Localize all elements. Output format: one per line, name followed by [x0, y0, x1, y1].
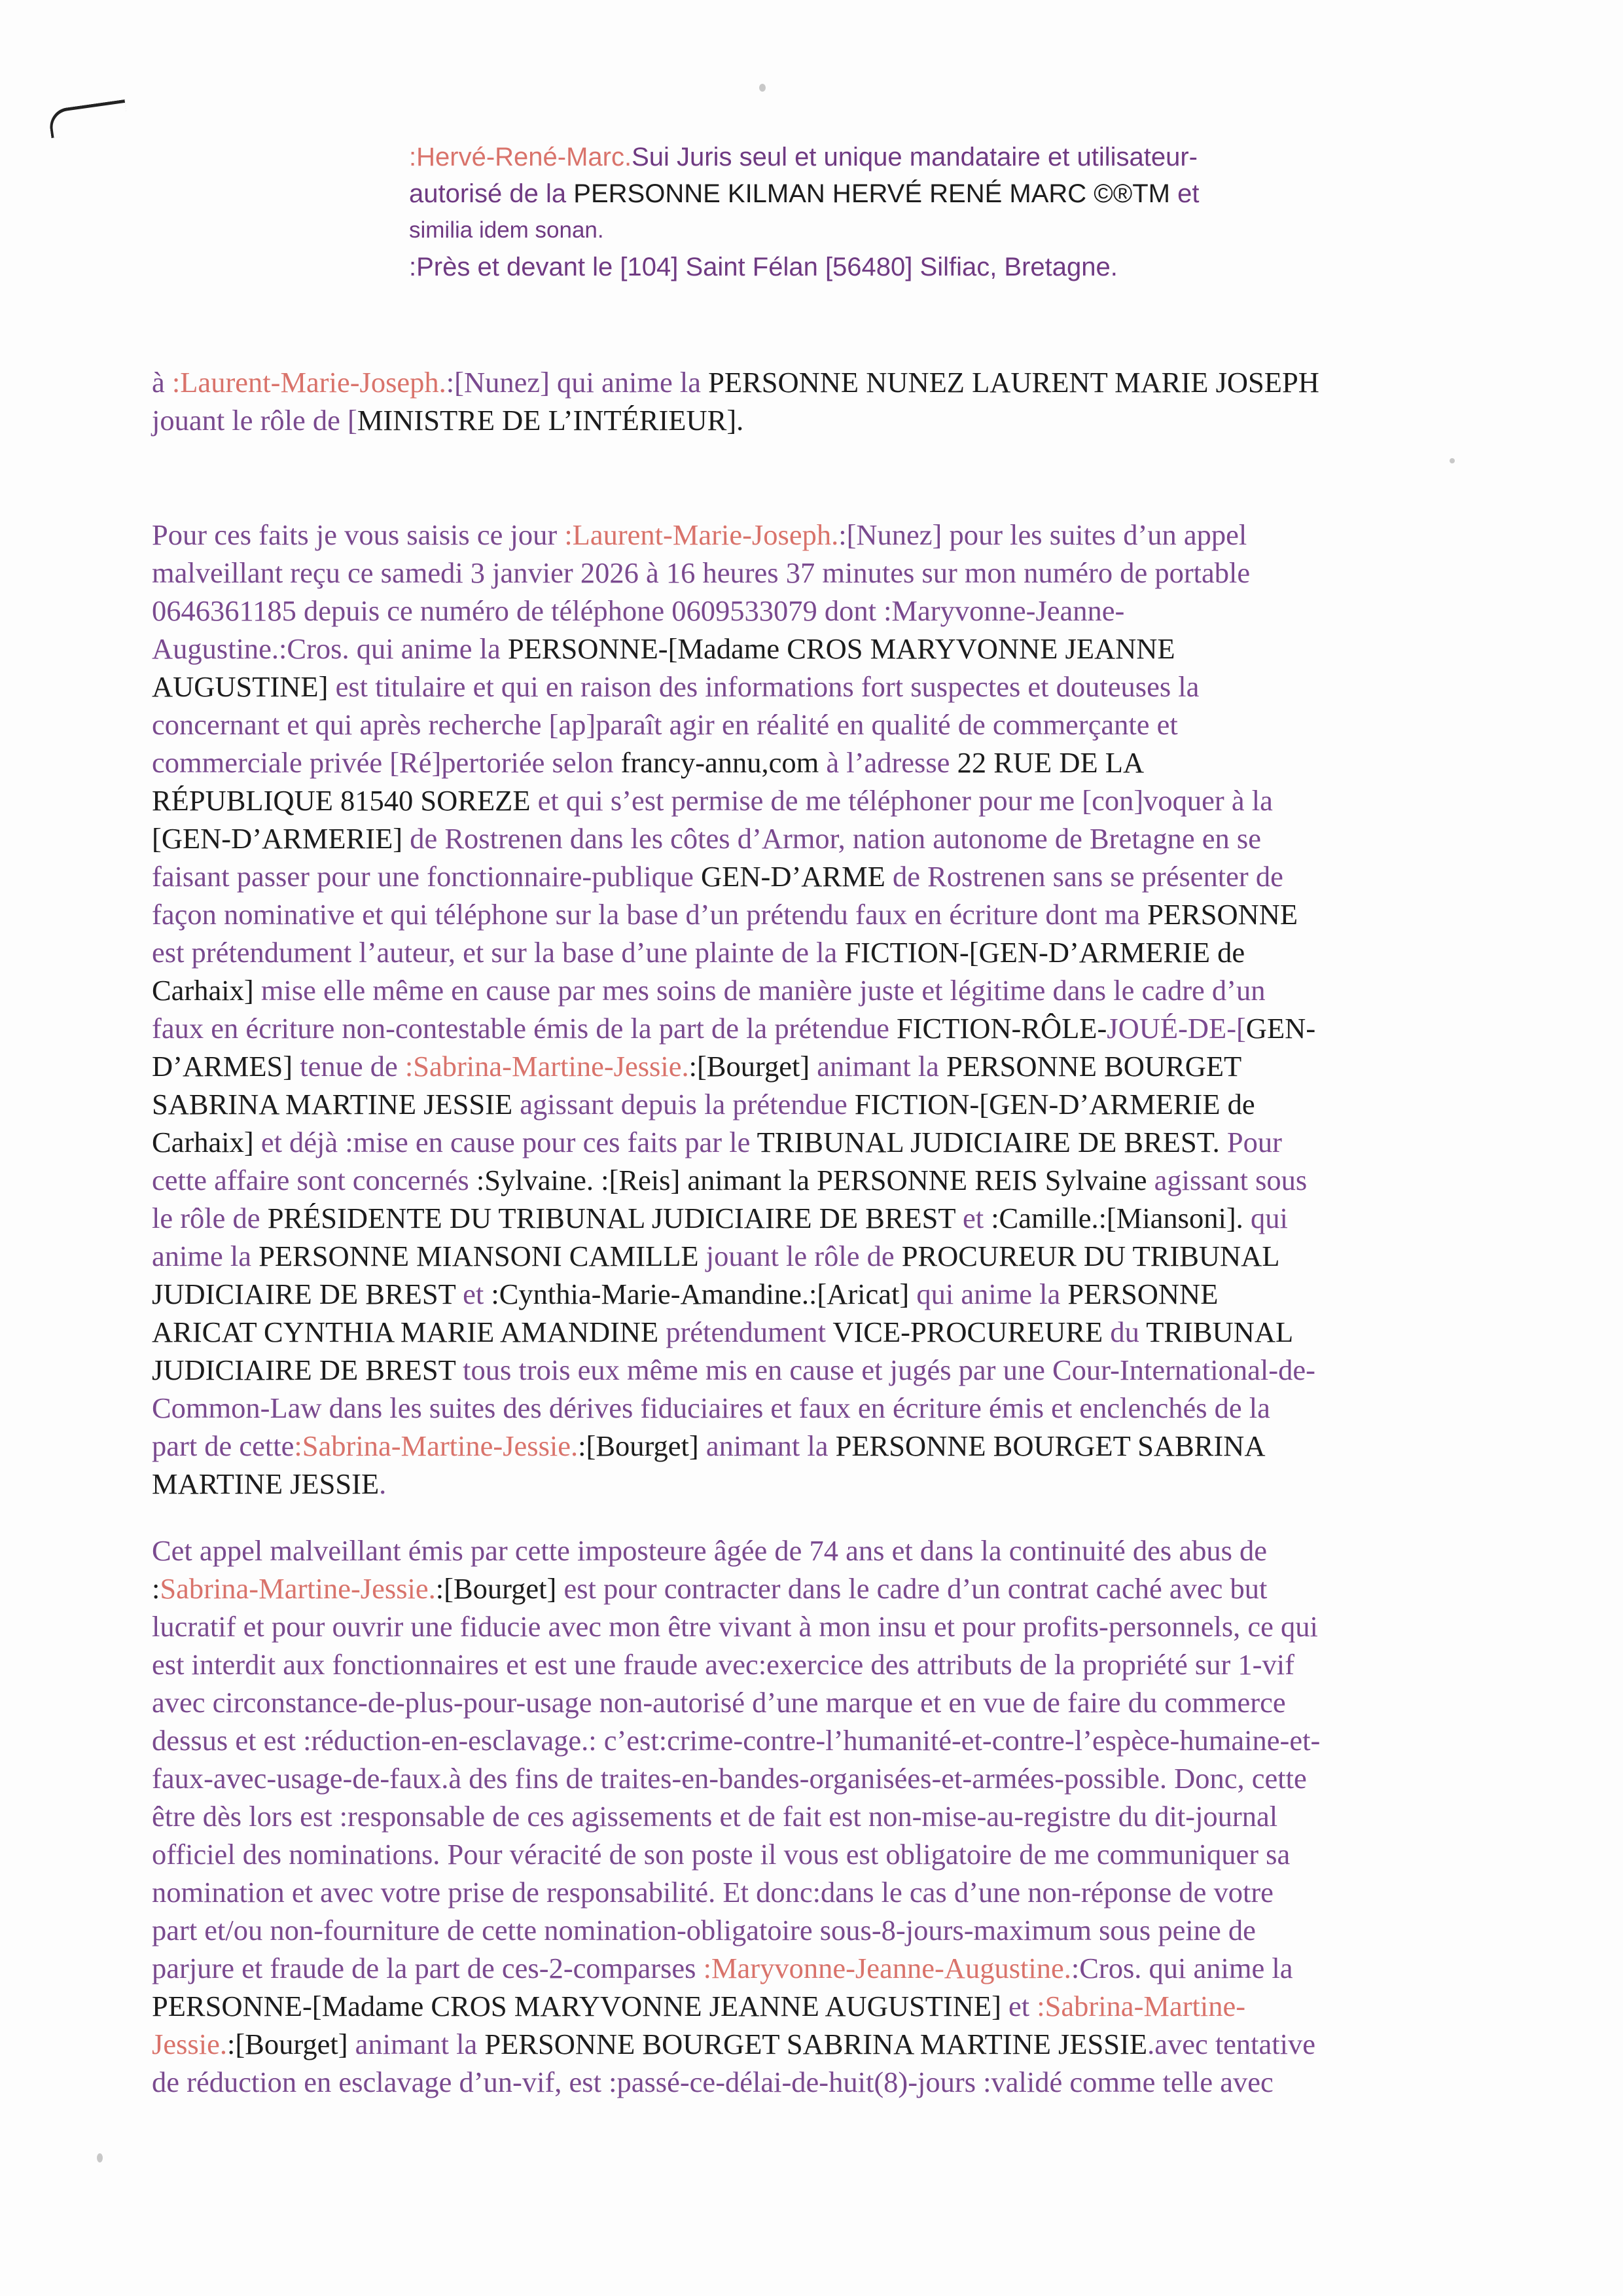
text-line: cette affaire sont concernés :Sylvaine. :[Reis] animant la PERSONNE REIS Sylvaine agissant sous	[152, 1164, 1308, 1196]
scan-dust-speck	[1450, 458, 1455, 463]
scan-dust-speck	[759, 84, 766, 92]
sender-header	[409, 139, 1430, 285]
text-line: JUDICIAIRE DE BREST et :Cynthia-Marie-Amandine.:[Aricat] qui anime la PERSONNE	[152, 1278, 1219, 1310]
text-line: Carhaix] et déjà :mise en cause pour ces faits par le TRIBUNAL JUDICIAIRE DE BREST. Pour	[152, 1126, 1282, 1158]
text-line: Cet appel malveillant émis par cette imposteure âgée de 74 ans et dans la continuité des abus de	[152, 1534, 1268, 1567]
sender-address: :Près et devant le [104] Saint Félan [56480] Silfiac, Bretagne.	[409, 253, 1118, 281]
text-line: façon nominative et qui téléphone sur la base d’un prétendu faux en écriture dont ma PERSONNE	[152, 898, 1298, 931]
text-line: faux en écriture non-contestable émis de la part de la prétendue FICTION-RÔLE-JOUÉ-DE-[GEN-	[152, 1012, 1316, 1045]
text-line: D’ARMES] tenue de :Sabrina-Martine-Jessie.:[Bourget] animant la PERSONNE BOURGET	[152, 1050, 1242, 1083]
text-line: faux-avec-usage-de-faux.à des fins de traites-en-bandes-organisées-et-armées-possible. Donc, cette	[152, 1762, 1307, 1795]
sender-line-1: :Hervé-René-Marc.Sui Juris seul et unique mandataire et utilisateur-	[409, 143, 1198, 171]
text-line: Augustine.:Cros. qui anime la PERSONNE-[Madame CROS MARYVONNE JEANNE	[152, 632, 1175, 665]
text-line: Jessie.:[Bourget] animant la PERSONNE BOURGET SABRINA MARTINE JESSIE.avec tentative	[152, 2028, 1316, 2060]
text-line: Carhaix] mise elle même en cause par mes soins de manière juste et légitime dans le cadre d’un	[152, 974, 1266, 1007]
text-line: ARICAT CYNTHIA MARIE AMANDINE prétendument VICE-PROCUREURE du TRIBUNAL	[152, 1316, 1294, 1348]
text-line: est interdit aux fonctionnaires et est une fraude avec:exercice des attributs de la propriété sur 1-vif	[152, 1648, 1294, 1681]
text-line: Pour ces faits je vous saisis ce jour :Laurent-Marie-Joseph.:[Nunez] pour les suites d’un appel	[152, 518, 1247, 551]
text-line: part de cette:Sabrina-Martine-Jessie.:[Bourget] animant la PERSONNE BOURGET SABRINA	[152, 1429, 1266, 1462]
text-line: est prétendument l’auteur, et sur la base d’une plainte de la FICTION-[GEN-D’ARMERIE de	[152, 936, 1245, 969]
text-line: faisant passer pour une fonctionnaire-publique GEN-D’ARME de Rostrenen sans se présenter de	[152, 860, 1283, 893]
text-line: Common-Law dans les suites des dérives fiduciaires et faux en écriture émis et enclenchés de la	[152, 1391, 1270, 1424]
paragraph-demand	[152, 1532, 1461, 2101]
text-line: JUDICIAIRE DE BREST tous trois eux même mis en cause et jugés par une Cour-International-de-	[152, 1354, 1315, 1386]
addressee-line-2: jouant le rôle de [MINISTRE DE L’INTÉRIEUR].	[152, 404, 744, 437]
text-line: RÉPUBLIQUE 81540 SOREZE et qui s’est permise de me téléphoner pour me [con]voquer à la	[152, 784, 1273, 817]
text-line: SABRINA MARTINE JESSIE agissant depuis la prétendue FICTION-[GEN-D’ARMERIE de	[152, 1088, 1255, 1121]
text-line: anime la PERSONNE MIANSONI CAMILLE jouant le rôle de PROCUREUR DU TRIBUNAL	[152, 1240, 1280, 1272]
scan-dust-speck	[97, 2153, 103, 2162]
text-line: officiel des nominations. Pour véracité de son poste il vous est obligatoire de me communiquer sa	[152, 1838, 1291, 1871]
paragraph-complaint	[152, 516, 1461, 1503]
text-line: :Sabrina-Martine-Jessie.:[Bourget] est pour contracter dans le cadre d’un contrat caché avec but	[152, 1572, 1268, 1605]
text-line: être dès lors est :responsable de ces agissements et de fait est non-mise-au-registre du dit-journal	[152, 1800, 1278, 1833]
addressee-line-1: à :Laurent-Marie-Joseph.:[Nunez] qui anime la PERSONNE NUNEZ LAURENT MARIE JOSEPH	[152, 366, 1319, 399]
text-line: 0646361185 depuis ce numéro de téléphone 0609533079 dont :Maryvonne-Jeanne-	[152, 594, 1125, 627]
text-line: AUGUSTINE] est titulaire et qui en raison des informations fort suspectes et douteuses la	[152, 670, 1200, 703]
text-line: parjure et fraude de la part de ces-2-comparses :Maryvonne-Jeanne-Augustine.:Cros. qui anime la	[152, 1952, 1293, 1984]
text-line: concernant et qui après recherche [ap]paraît agir en réalité en qualité de commerçante et	[152, 708, 1178, 741]
text-line: commerciale privée [Ré]pertoriée selon francy-annu,com à l’adresse 22 RUE DE LA	[152, 746, 1145, 779]
text-line: le rôle de PRÉSIDENTE DU TRIBUNAL JUDICIAIRE DE BREST et :Camille.:[Miansoni]. qui	[152, 1202, 1288, 1234]
text-line: nomination et avec votre prise de responsabilité. Et donc:dans le cas d’une non-réponse de votre	[152, 1876, 1274, 1909]
text-line: part et/ou non-fourniture de cette nomination-obligatoire sous-8-jours-maximum sous peine de	[152, 1914, 1256, 1946]
scan-pen-mark	[48, 99, 129, 138]
text-line: PERSONNE-[Madame CROS MARYVONNE JEANNE AUGUSTINE] et :Sabrina-Martine-	[152, 1990, 1246, 2022]
text-line: lucratif et pour ouvrir une fiducie avec mon être vivant à mon insu et pour profits-personnels, ce qui	[152, 1610, 1318, 1643]
sender-line-2: autorisé de la PERSONNE KILMAN HERVÉ RENÉ MARC ©®TM et	[409, 179, 1200, 208]
addressee-block	[152, 363, 1461, 439]
text-line: malveillant reçu ce samedi 3 janvier 2026 à 16 heures 37 minutes sur mon numéro de portable	[152, 556, 1251, 589]
text-line: [GEN-D’ARMERIE] de Rostrenen dans les côtes d’Armor, nation autonome de Bretagne en se	[152, 822, 1261, 855]
sender-line-3: similia idem sonan.	[409, 217, 604, 243]
text-line: de réduction en esclavage d’un-vif, est :passé-ce-délai-de-huit(8)-jours :validé comme telle avec	[152, 2066, 1274, 2098]
text-line: dessus et est :réduction-en-esclavage.: c’est:crime-contre-l’humanité-et-contre-l’espèce-humaine-et-	[152, 1724, 1321, 1757]
text-line: avec circonstance-de-plus-pour-usage non-autorisé d’une marque et en vue de faire du commerce	[152, 1686, 1286, 1719]
text-line: MARTINE JESSIE.	[152, 1467, 387, 1500]
